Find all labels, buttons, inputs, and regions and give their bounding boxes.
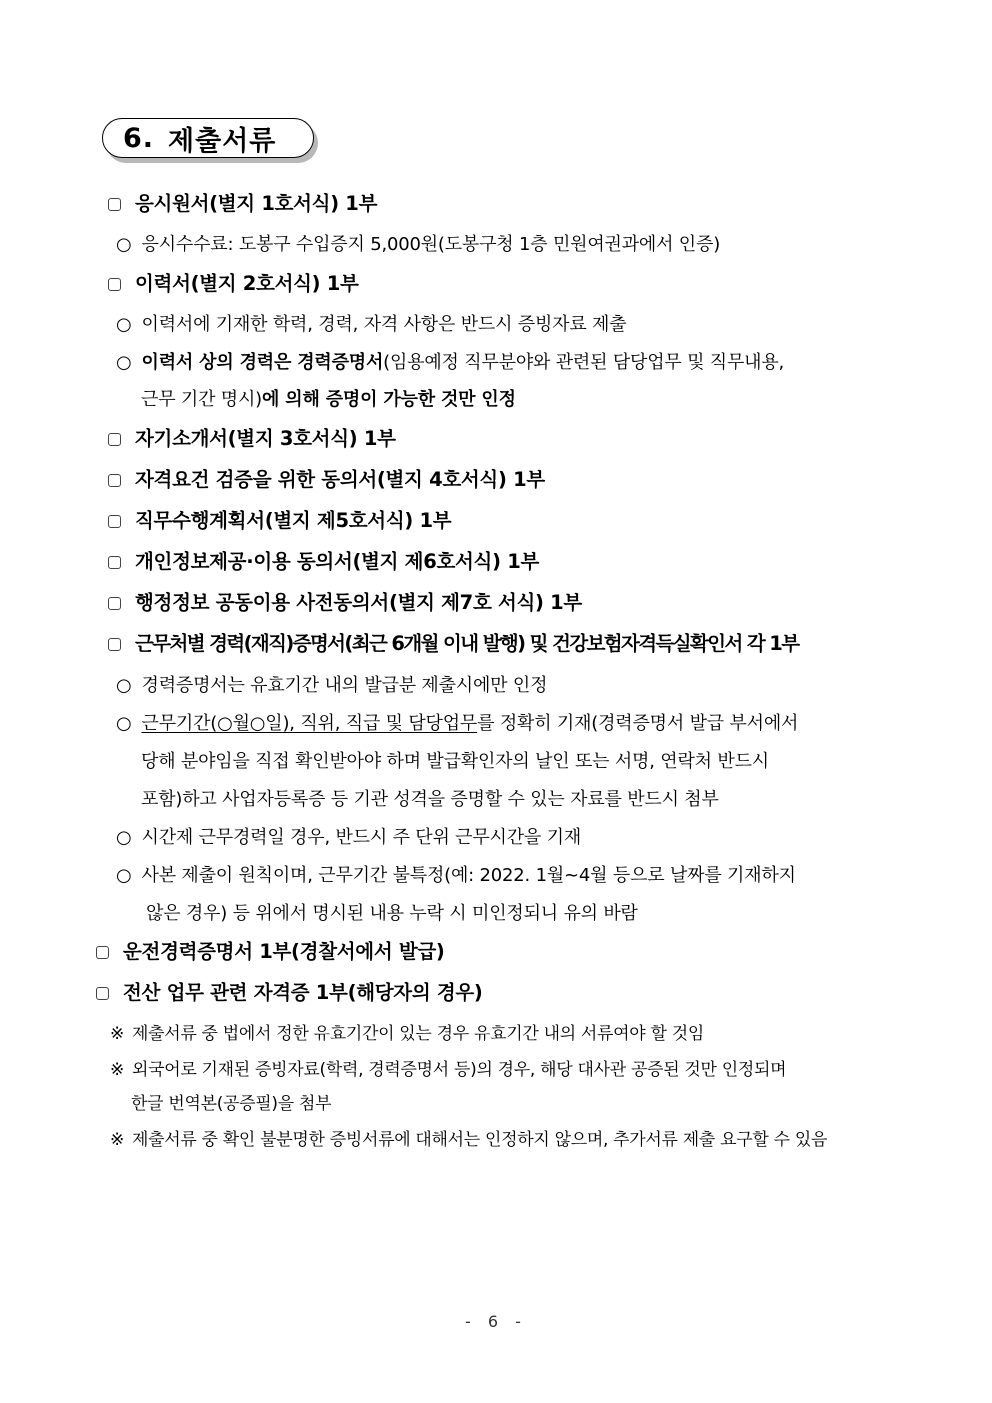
sub-item-text: 시간제 근무경력일 경우, 반드시 주 단위 근무시간을 기재 xyxy=(141,827,582,848)
reference-mark-icon: ※ xyxy=(110,1130,124,1150)
circle-bullet-icon: ○ xyxy=(116,675,132,696)
sub-item-text: 당해 분야임을 직접 확인받아야 하며 발급확인자의 날인 또는 서명, 연락처 반드시 xyxy=(141,751,769,772)
sub-item-continuation xyxy=(146,899,638,925)
checkbox-icon xyxy=(108,597,121,610)
sub-item-text: 이력서에 기재한 학력, 경력, 자격 사항은 반드시 증빙자료 제출 xyxy=(141,314,627,335)
sub-item-text: 사본 제출이 원칙이며, 근무기간 불특정(예: 2022. 1월~4월 등으로 날짜를 기재하지 xyxy=(141,865,796,886)
sub-item-text: 경력증명서는 유효기간 내의 발급분 제출시에만 인정 xyxy=(141,675,548,696)
checkbox-icon xyxy=(96,946,109,959)
circle-bullet-icon: ○ xyxy=(116,314,132,335)
item-label: 자기소개서(별지 3호서식) 1부 xyxy=(135,427,396,450)
sub-item xyxy=(116,310,626,336)
checkbox-icon xyxy=(108,474,121,487)
note xyxy=(110,1125,827,1150)
sub-item xyxy=(116,709,798,735)
sub-item-continuation xyxy=(141,785,719,811)
item-label: 운전경력증명서 1부(경찰서에서 발급) xyxy=(123,940,445,963)
note-text: 제출서류 중 법에서 정한 유효기간이 있는 경우 유효기간 내의 서류여야 할 것임 xyxy=(131,1024,704,1044)
note-text: 한글 번역본(공증필)을 첨부 xyxy=(131,1094,332,1114)
item-label: 근무처별 경력(재직)증명서(최근 6개월 이내 발행) 및 건강보험자격득실확인서 각 1부 xyxy=(135,632,799,655)
list-item xyxy=(108,423,396,451)
section-title-box xyxy=(102,118,314,158)
checkbox-icon xyxy=(108,638,121,651)
sub-item xyxy=(116,230,720,256)
sub-item xyxy=(116,861,796,887)
checkbox-icon xyxy=(108,433,121,446)
note xyxy=(110,1055,786,1080)
page-number: - 6 - xyxy=(465,1312,527,1331)
sub-item-text: 를 정확히 기재(경력증명서 발급 부서에서 xyxy=(477,713,799,734)
item-label: 자격요건 검증을 위한 동의서(별지 4호서식) 1부 xyxy=(135,468,545,491)
list-item xyxy=(108,587,582,615)
sub-item-text: 근무 기간 명시) xyxy=(141,389,262,410)
sub-item xyxy=(116,671,547,697)
note-text: 제출서류 중 확인 불분명한 증빙서류에 대해서는 인정하지 않으며, 추가서류 제출 요구할 수 있음 xyxy=(131,1130,828,1150)
note xyxy=(110,1019,704,1044)
sub-item xyxy=(116,348,916,374)
section-title: 제출서류 xyxy=(168,125,277,157)
item-label: 개인정보제공·이용 동의서(별지 제6호서식) 1부 xyxy=(135,550,540,573)
item-label: 직무수행계획서(별지 제5호서식) 1부 xyxy=(135,509,452,532)
checkbox-icon xyxy=(108,198,121,211)
sub-item-continuation xyxy=(141,385,516,411)
list-item xyxy=(108,505,451,533)
checkbox-icon xyxy=(108,515,121,528)
list-item xyxy=(96,936,445,964)
circle-bullet-icon: ○ xyxy=(116,352,132,373)
section-number: 6. xyxy=(123,122,155,154)
sub-item-text: 않은 경우) 등 위에서 명시된 내용 누락 시 미인정되니 유의 바람 xyxy=(146,903,638,924)
item-label: 전산 업무 관련 자격증 1부(해당자의 경우) xyxy=(123,981,483,1004)
sub-item-text: 응시수수료: 도봉구 수입증지 5,000원(도봉구청 1층 민원여권과에서 인증) xyxy=(141,234,721,255)
item-label: 이력서(별지 2호서식) 1부 xyxy=(135,272,359,295)
sub-item-text-bold: 에 의해 증명이 가능한 것만 인정 xyxy=(262,389,516,410)
circle-bullet-icon: ○ xyxy=(116,713,132,734)
item-label: 행정정보 공동이용 사전동의서(별지 제7호 서식) 1부 xyxy=(135,591,582,614)
sub-item-text: (임용예정 직무분야와 관련된 담당업무 및 직무내용, xyxy=(383,352,785,373)
sub-item-text: 포함)하고 사업자등록증 등 기관 성격을 증명할 수 있는 자료를 반드시 첨부 xyxy=(141,789,719,810)
list-item xyxy=(108,628,799,656)
circle-bullet-icon: ○ xyxy=(116,234,132,255)
circle-bullet-icon: ○ xyxy=(116,827,132,848)
reference-mark-icon: ※ xyxy=(110,1024,124,1044)
list-item xyxy=(96,977,483,1005)
list-item xyxy=(108,546,539,574)
checkbox-icon xyxy=(96,987,109,1000)
list-item xyxy=(108,464,545,492)
sub-item-text-bold: 이력서 상의 경력은 경력증명서 xyxy=(141,352,384,373)
note-text: 외국어로 기재된 증빙자료(학력, 경력증명서 등)의 경우, 해당 대사관 공증된 것만 인정되며 xyxy=(131,1060,787,1080)
list-item xyxy=(108,188,377,216)
sub-item-continuation xyxy=(141,747,769,773)
sub-item-text-underlined: 근무기간(○월○일), 직위, 직급 및 담당업무 xyxy=(141,713,478,734)
circle-bullet-icon: ○ xyxy=(116,865,132,886)
checkbox-icon xyxy=(108,278,121,291)
sub-item xyxy=(116,823,581,849)
reference-mark-icon: ※ xyxy=(110,1060,124,1080)
note-continuation xyxy=(131,1089,331,1114)
list-item xyxy=(108,268,359,296)
item-label: 응시원서(별지 1호서식) 1부 xyxy=(135,192,378,215)
checkbox-icon xyxy=(108,556,121,569)
